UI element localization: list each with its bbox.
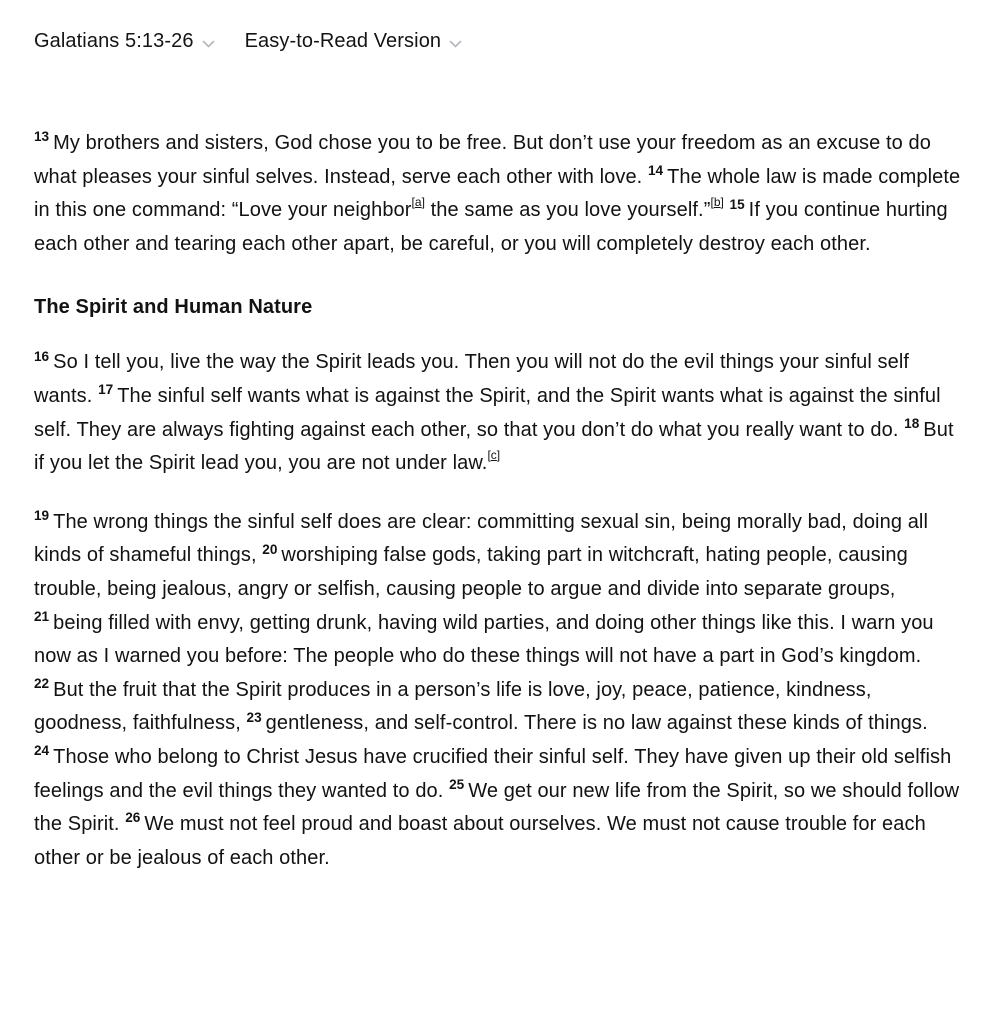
version-selector[interactable] [245, 27, 463, 54]
verse-text: My brothers and sisters, God chose you to be free. But don’t use your freedom as an excuse to do what pleases your sinful selves. Instead, serve each other with love. [34, 132, 931, 188]
verse-number: 19 [34, 508, 50, 524]
verse-text: Those who belong to Christ Jesus have crucified their sinful self. They have given up their old selfish feelings and the evil things they wanted to do. [34, 745, 952, 802]
verse-paragraph [34, 506, 963, 876]
footnote-link[interactable]: a [414, 194, 422, 209]
verse-text [724, 199, 730, 221]
footnote-link[interactable]: c [490, 447, 497, 462]
verse-number: 15 [729, 196, 745, 212]
chevron-down-icon [449, 30, 462, 54]
verse-text: If you continue hurting each other and tearing each other apart, be careful, or you will completely destroy each other. [34, 199, 948, 255]
version-selector-label: Easy-to-Read Version [244, 29, 442, 52]
verse-paragraph [34, 346, 963, 480]
verse-text: worshiping false gods, taking part in witchcraft, hating people, causing trouble, being jealous, angry or selfish, causing people to argue and divide into separate groups, [34, 544, 908, 600]
verse-text: We get our new life from the Spirit, so we should follow the Spirit. [34, 779, 960, 836]
verse-number: 22 [34, 676, 50, 692]
passage-toolbar [34, 27, 963, 54]
verse-paragraph [34, 127, 963, 261]
verse-number: 23 [246, 709, 262, 725]
chevron-down-icon [202, 30, 215, 54]
verse-text: the same as you love yourself.” [424, 199, 711, 222]
verse-number: 25 [449, 776, 465, 792]
verse-number: 21 [34, 608, 50, 624]
verse-number: 13 [34, 129, 50, 145]
verse-number: 14 [647, 162, 664, 178]
section-heading: The Spirit and Human Nature [34, 296, 313, 319]
verse-text: The wrong things the sinful self does are clear: committing sexual sin, being morally bad, doing all kinds of shameful things, [34, 510, 929, 567]
footnote-marker: [a] [411, 194, 425, 209]
verse-text: So I tell you, live the way the Spirit leads you. Then you will not do the evil things your sinful self wants. [34, 351, 910, 407]
verse-text: But the fruit that the Spirit produces in a person’s life is love, joy, peace, patience, kindness, goodness, faithfulness, [34, 678, 872, 735]
footnote-marker: [b] [710, 194, 724, 209]
footnote-marker: [c] [487, 447, 501, 462]
verse-text: The whole law is made complete in this one command: “Love your neighbor [34, 165, 961, 222]
verse-number: 18 [904, 415, 920, 431]
verse-text: The sinful self wants what is against the Spirit, and the Spirit wants what is against the sinful self. They are always fighting against each other, so that you don’t do what you really want to do. [34, 384, 941, 441]
verse-text: gentleness, and self-control. There is no law against these kinds of things. [265, 712, 928, 735]
passage-selector[interactable] [34, 27, 215, 54]
verse-number: 26 [125, 810, 141, 826]
passage-content [34, 127, 963, 875]
footnote-link[interactable]: b [713, 194, 721, 209]
verse-number: 16 [34, 348, 50, 364]
verse-text: But if you let the Spirit lead you, you are not under law. [34, 418, 954, 475]
passage-selector-label: Galatians 5:13-26 [34, 29, 194, 52]
verse-text: being filled with envy, getting drunk, having wild parties, and doing other things like this. I warn you now as I warned you before: The people who do these things will not have a part in God’s kingdom. [34, 611, 934, 668]
verse-number: 17 [98, 382, 114, 398]
verse-text: We must not feel proud and boast about ourselves. We must not cause trouble for each other or be jealous of each other. [34, 813, 926, 869]
verse-number: 24 [34, 743, 50, 759]
verse-number: 20 [262, 541, 278, 557]
